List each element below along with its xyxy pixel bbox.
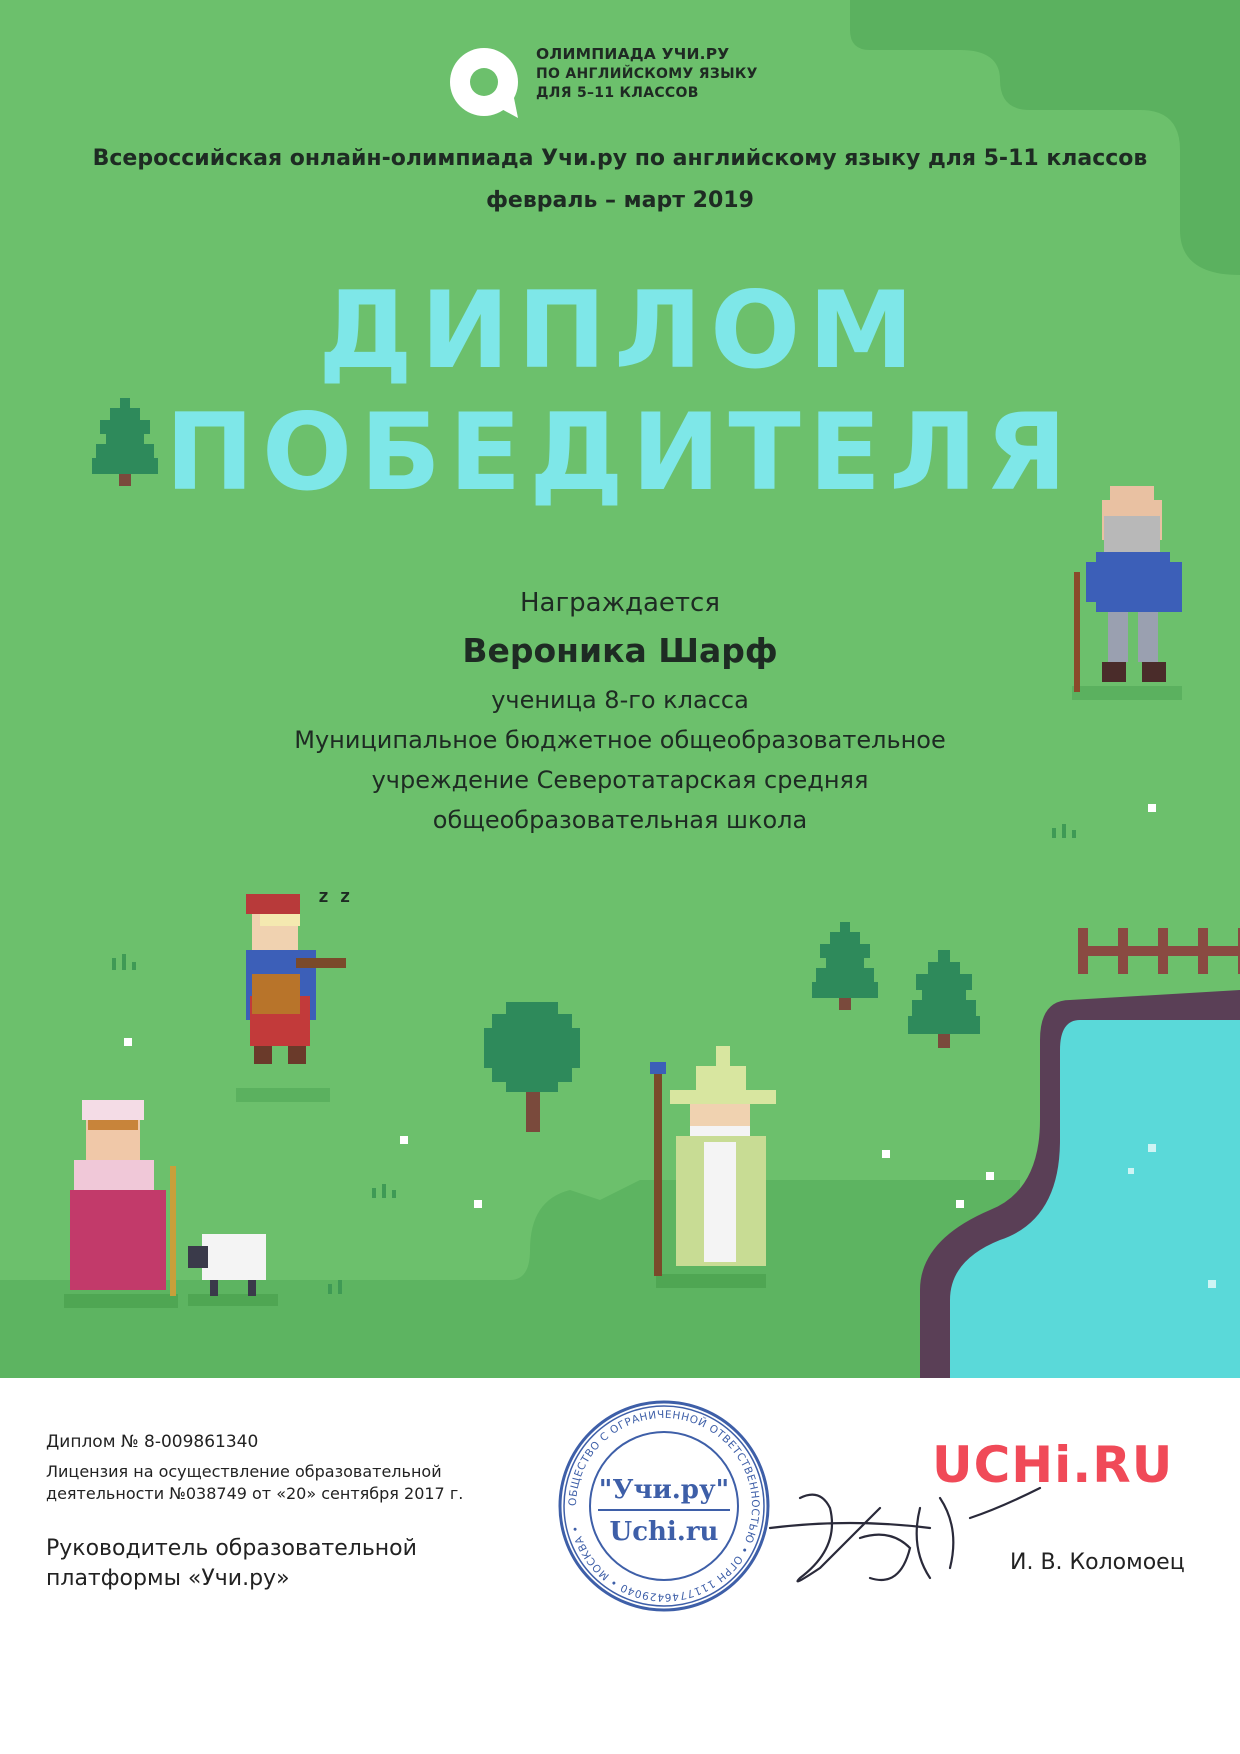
- fence-icon: [1078, 928, 1240, 974]
- diploma-title-line-2: ПОБЕДИТЕЛЯ: [165, 391, 1075, 514]
- recipient-name: Вероника Шарф: [462, 631, 778, 670]
- signer-name: И. В. Коломоец: [1010, 1550, 1185, 1575]
- license-line-1: Лицензия на осуществление образовательной: [46, 1462, 442, 1481]
- svg-text:ОБЩЕСТВО С ОГРАНИЧЕННОЙ ОТВЕТС: [567, 1409, 761, 1603]
- corner-patch: [850, 0, 1240, 275]
- pine-tree-icon: [812, 922, 878, 1010]
- awarded-label: Награждается: [520, 588, 720, 618]
- svg-text:z z: z z: [318, 886, 351, 907]
- logo-line-1: ОЛИМПИАДА УЧИ.РУ: [536, 45, 730, 63]
- head-title-line-1: Руководитель образовательной: [46, 1536, 417, 1561]
- brand-logo: UCHi.RU: [932, 1436, 1174, 1494]
- round-tree-icon: [484, 1002, 580, 1132]
- olympiad-logo: [448, 42, 788, 120]
- diploma-title-line-1: ДИПЛОМ: [318, 269, 922, 392]
- diploma-number: Диплом № 8-009861340: [46, 1432, 259, 1452]
- olympiad-dates: февраль – март 2019: [486, 188, 754, 213]
- school-line-3: общеобразовательная школа: [432, 806, 808, 834]
- recipient-grade: ученица 8-го класса: [491, 686, 749, 714]
- shepherdess-icon: [64, 1100, 178, 1308]
- school-line-2: учреждение Северотатарская средняя: [371, 766, 869, 794]
- pine-tree-icon: [908, 950, 980, 1048]
- company-stamp: [556, 1398, 772, 1614]
- license-line-2: деятельности №038749 от «20» сентября 2017 г.: [46, 1484, 464, 1503]
- stamp-center-bottom: Uchi.ru: [609, 1517, 719, 1547]
- bard-icon: [236, 886, 351, 1102]
- logo-q-icon: [448, 46, 522, 120]
- stamp-ring-text: ОБЩЕСТВО С ОГРАНИЧЕННОЙ ОТВЕТСТВЕННОСТЬЮ • ОГРН 1117746429040 • МОСКВА •: [566, 1408, 762, 1604]
- head-title-line-2: платформы «Учи.ру»: [46, 1566, 290, 1591]
- stamp-center-top: "Учи.ру": [598, 1475, 730, 1505]
- logo-text: [536, 44, 758, 103]
- olympiad-title: Всероссийская онлайн-олимпиада Учи.ру по английскому языку для 5-11 классов: [92, 146, 1148, 171]
- school-line-1: Муниципальное бюджетное общеобразовательное: [294, 726, 946, 754]
- logo-line-3: ДЛЯ 5–11 КЛАССОВ: [536, 84, 699, 101]
- sheep-icon: [188, 1234, 278, 1306]
- logo-line-2: ПО АНГЛИЙСКОМУ ЯЗЫКУ: [536, 65, 758, 82]
